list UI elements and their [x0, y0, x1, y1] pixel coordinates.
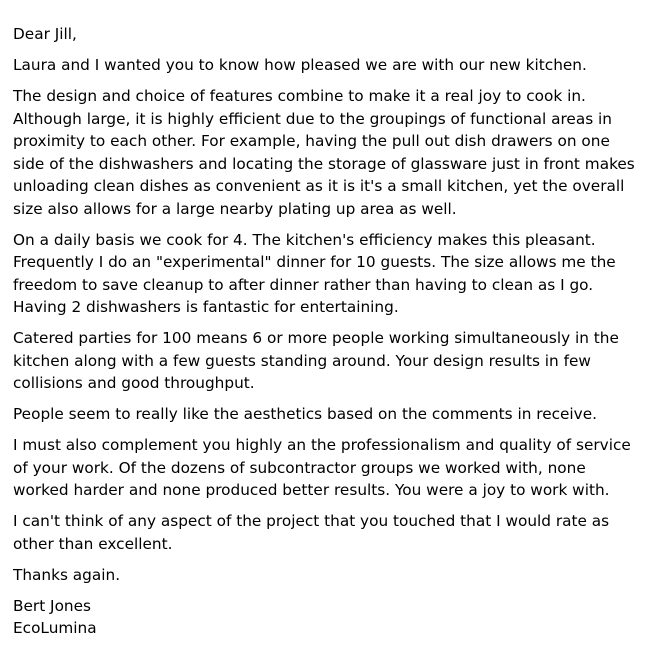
signature-company: EcoLumina: [13, 619, 97, 637]
closing: Thanks again.: [13, 565, 121, 584]
signature-name: Bert Jones: [13, 596, 92, 615]
paragraph-catered-parties: Catered parties for 100 means 6 or more people working simultaneously in the kitchen along with a few guests standing around. Your design results in few collisions and good throughput.: [13, 329, 619, 392]
paragraph-professionalism: I must also complement you highly an the professionalism and quality of service of your work. Of the dozens of subcontractor groups we worked with, none worked harder and none produced better results. You were a joy to work with.: [13, 436, 631, 499]
signature-block: [13, 595, 641, 640]
paragraph-intro: Laura and I wanted you to know how pleased we are with our new kitchen.: [13, 56, 587, 74]
paragraph-rating: I can't think of any aspect of the project that you touched that I would rate as other than excellent.: [13, 512, 610, 553]
paragraph-aesthetics: People seem to really like the aesthetics based on the comments in receive.: [13, 405, 598, 423]
paragraph-daily-use: On a daily basis we cook for 4. The kitchen's efficiency makes this pleasant. Frequently I do an "experimental" dinner for 10 guests. The size allows me the freedom to save cleanup to after dinner rather than having to clean as I go. Having 2 dishwashers is fantastic for entertaining.: [13, 230, 616, 316]
salutation: Dear Jill,: [13, 25, 77, 43]
paragraph-design: The design and choice of features combine to make it a real joy to cook in. Although large, it is highly efficient due to the groupings of functional areas in proximity to each other. For example, having the pull out dish drawers on one side of the dishwashers and locating the storage of glassware just in front makes unloading clean dishes as convenient as it is it's a small kitchen, yet the overall size also allows for a large nearby plating up area as well.: [13, 87, 635, 218]
